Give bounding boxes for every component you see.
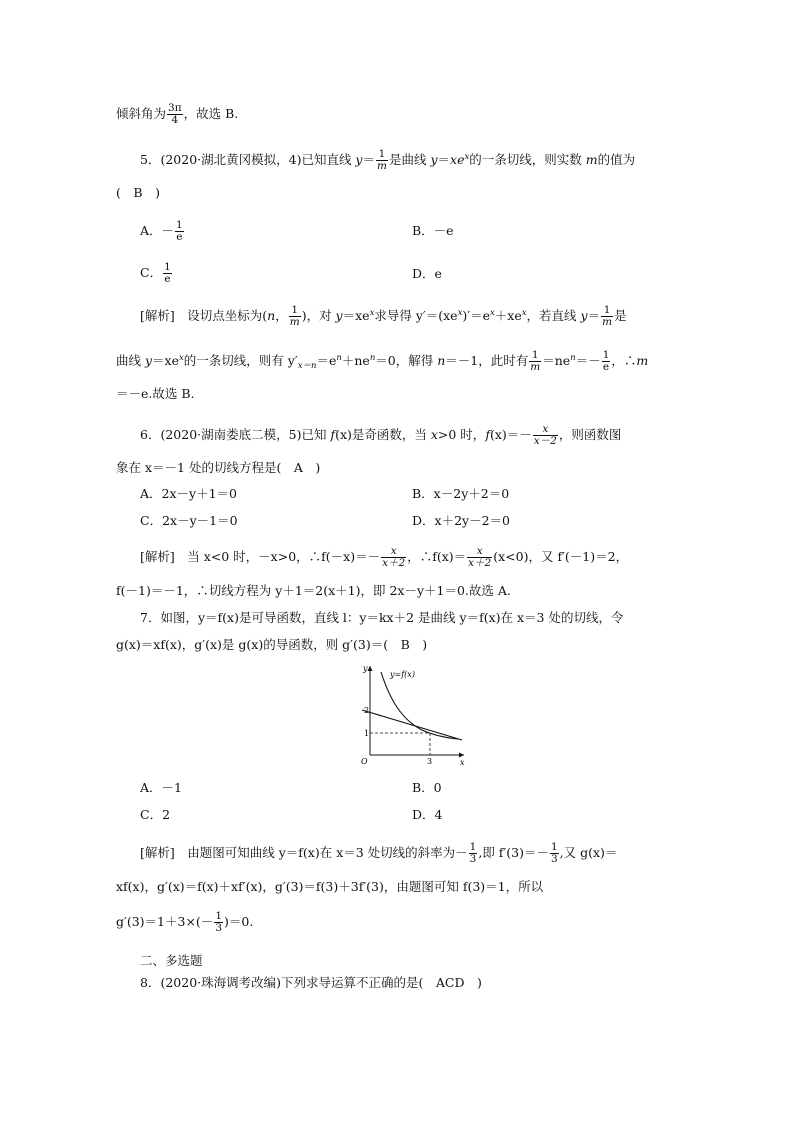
origin-label: O	[361, 757, 368, 766]
q8-stem: 8．(2020·珠海调考改编)下列求导运算不正确的是( ACD )	[140, 975, 482, 990]
fraction	[467, 546, 492, 569]
q5-text: 的一条切线，则实数	[469, 152, 586, 167]
fraction-numerator: 1	[602, 349, 610, 361]
sol-text: [解析] 由题图可知曲线 y＝f(x)在 x＝3 处切线的斜率为－	[140, 845, 468, 860]
superscript: n	[570, 353, 576, 363]
q7-solution-line1	[140, 842, 617, 865]
sol-text: 的一条切线，则有	[183, 353, 288, 368]
sol-text: (x<0)，又 f′(－1)＝2，	[493, 549, 629, 564]
sol-text: ＋xe	[494, 308, 522, 323]
intro-text-end: ，故选 B.	[183, 106, 239, 121]
sol-text: 是	[614, 308, 627, 323]
fraction-denominator: m	[530, 361, 541, 373]
q6-solution-line1	[140, 546, 628, 569]
y-axis-label: y	[363, 664, 368, 673]
q6-stem-line1	[140, 424, 621, 447]
var: y	[144, 353, 153, 368]
fraction-numerator: 3π	[168, 102, 182, 114]
section-heading: 二、多选题	[140, 953, 203, 968]
sol-text: ，	[275, 308, 288, 323]
curve-label: y=f(x)	[390, 670, 415, 679]
q5-option-d: D．e	[412, 266, 442, 281]
sol-text: ＝0，解得	[375, 353, 438, 368]
tick-label-1: 1	[364, 729, 370, 738]
q6-option-a: A．2x－y＋1＝0	[140, 486, 237, 501]
q6-option-b: B．x－2y＋2＝0	[412, 486, 510, 501]
fraction	[163, 262, 172, 285]
var: y	[580, 308, 588, 323]
fraction-denominator: e	[602, 361, 610, 373]
option-text: C．	[140, 265, 163, 280]
var: y	[430, 152, 438, 167]
q7-stem-line1: 7．如图，y＝f(x)是可导函数，直线 l：y＝kx＋2 是曲线 y＝f(x)在 x＝3 处的切线，令	[140, 610, 624, 625]
superscript: x	[490, 308, 495, 318]
q7-option-a: A．－1	[140, 780, 182, 795]
q7-option-c: C．2	[140, 807, 171, 822]
sol-text: ,即 f′(3)＝－	[478, 845, 549, 860]
fraction-numerator: 1	[469, 841, 477, 853]
fraction-numerator: 1	[529, 350, 541, 362]
q7-option-d: D．4	[412, 807, 443, 822]
fraction-denominator: m	[289, 316, 300, 328]
sol-text: )′＝e	[462, 308, 490, 323]
sol-text: ＝e	[316, 353, 337, 368]
fraction-denominator: 3	[469, 853, 477, 865]
fraction	[550, 842, 559, 865]
sol-text: g′(3)＝1＋3×(－	[116, 914, 214, 929]
intro-line	[116, 103, 238, 126]
q5-answer-line: ( B )	[116, 185, 160, 200]
q6-option-c: C．2x－y－1＝0	[140, 513, 238, 528]
fraction-numerator: x	[381, 546, 406, 558]
fraction	[376, 149, 388, 172]
var: m	[636, 353, 649, 368]
superscript: n	[369, 353, 376, 363]
superscript: n	[336, 353, 342, 363]
q7-stem-line2: g(x)＝xf(x)，g′(x)是 g(x)的导函数，则 g′(3)＝( B )	[116, 637, 428, 652]
q5-option-b: B．－e	[412, 223, 454, 238]
fraction	[602, 350, 611, 373]
sol-text: ＝ne	[542, 353, 571, 368]
fraction-numerator: 1	[289, 305, 301, 317]
sol-text: )，对	[301, 308, 336, 323]
q6-text: (x)是奇函数，当	[335, 427, 431, 442]
q5-text: ＝	[437, 152, 451, 167]
fraction	[529, 350, 541, 373]
q6-text: (x)＝－	[489, 427, 532, 442]
fraction-denominator: x＋2	[468, 557, 492, 569]
q7-function-graph	[340, 660, 470, 768]
sol-text: ＝xe	[342, 308, 370, 323]
var: x	[430, 427, 438, 442]
q7-option-b: B．0	[412, 780, 442, 795]
fraction-denominator: x＋2	[382, 557, 406, 569]
q6-solution-line2: f(－1)＝－1，∴切线方程为 y＋1＝2(x＋1)，即 2x－y＋1＝0.故选 A.	[116, 583, 511, 598]
fraction	[469, 842, 478, 865]
var: n	[267, 308, 276, 323]
q6-text: ，则函数图	[558, 427, 622, 442]
q5-solution-line2	[116, 349, 648, 375]
fraction-denominator: m	[377, 160, 387, 172]
sol-text: ＝－	[575, 353, 601, 368]
q6-option-d: D．x＋2y－2＝0	[412, 513, 510, 528]
var: m	[585, 152, 598, 167]
fraction-denominator: 4	[171, 114, 179, 126]
var: y	[355, 152, 363, 167]
fraction-numerator: 1	[215, 910, 222, 922]
fraction-numerator: 1	[164, 261, 171, 273]
q5-option-c	[140, 262, 173, 285]
tangent-line	[362, 710, 462, 740]
fraction-numerator: 1	[376, 149, 388, 161]
curve-fx	[381, 672, 458, 739]
fraction	[214, 911, 223, 934]
sol-text: ＋ne	[341, 353, 370, 368]
option-text: A．－	[140, 223, 175, 238]
var: xe	[450, 152, 465, 167]
q7-solution-line3	[116, 911, 253, 934]
sol-text: ，若直线	[526, 308, 581, 323]
fraction-denominator: e	[164, 273, 171, 285]
fraction	[381, 546, 406, 569]
sol-text: ,又 g(x)＝	[559, 845, 618, 860]
x-axis-arrow	[459, 753, 464, 758]
fraction-numerator: x	[533, 424, 558, 436]
sol-text: 曲线	[116, 353, 145, 368]
fraction-numerator: 1	[550, 841, 558, 853]
fraction	[601, 305, 613, 328]
superscript: x	[457, 308, 463, 318]
superscript: x	[369, 308, 375, 318]
sol-text: ＝xe	[152, 353, 179, 368]
intro-text: 倾斜角为	[116, 106, 167, 121]
sol-text: [解析] 当 x<0 时，－x>0，∴f(－x)＝－	[140, 549, 381, 564]
sol-text: ，∴f(x)＝	[407, 549, 467, 564]
sol-text: y′	[287, 353, 298, 368]
fraction-denominator: 3	[215, 922, 222, 934]
var: n	[437, 353, 446, 368]
q5-solution-line1	[140, 304, 627, 328]
y-axis-arrow	[368, 666, 373, 671]
sol-text: ，∴	[611, 353, 637, 368]
q7-solution-line2: xf(x)，g′(x)＝f(x)＋xf′(x)，g′(3)＝f(3)＋3f′(3)，由题图可知 f(3)＝1，所以	[116, 879, 544, 894]
var: f	[330, 427, 336, 442]
q5-text: ＝	[362, 152, 375, 167]
tick-label-3: 3	[427, 757, 433, 766]
superscript: x	[179, 353, 184, 363]
q5-stem-line1	[140, 148, 635, 172]
q6-stem-line2: 象在 x＝－1 处的切线方程是( A )	[116, 460, 321, 475]
var: y	[335, 308, 343, 323]
fraction-denominator: x－2	[533, 435, 557, 447]
fraction-numerator: 1	[601, 305, 613, 317]
fraction	[167, 103, 183, 126]
q5-text: 的值为	[597, 152, 636, 167]
subscript: x＝n	[297, 361, 317, 371]
fraction-numerator: x	[467, 546, 492, 558]
q6-text: >0 时，	[437, 427, 486, 442]
tick-label-2: 2	[364, 706, 370, 715]
q5-solution-line3: ＝－e.故选 B.	[116, 386, 195, 401]
sol-text: ＝－1，此时有	[445, 353, 529, 368]
var: f	[485, 427, 490, 442]
sol-text: ＝	[587, 308, 601, 323]
sol-text: [解析] 设切点坐标为(	[140, 308, 268, 323]
fraction	[175, 220, 184, 243]
q6-text: 6．(2020·湖南娄底二模，5)已知	[140, 427, 331, 442]
sol-text: 求导得	[374, 308, 416, 323]
fraction	[533, 424, 558, 447]
q5-option-a	[140, 220, 185, 243]
x-axis-label: x	[460, 758, 465, 767]
sol-text: )＝0.	[224, 914, 254, 929]
fraction	[289, 305, 301, 328]
sol-text: y′＝(xe	[415, 308, 458, 323]
superscript: x	[464, 152, 470, 162]
fraction-denominator: 3	[550, 853, 558, 865]
superscript: x	[521, 308, 527, 318]
fraction-numerator: 1	[176, 219, 183, 231]
fraction-denominator: e	[176, 231, 183, 243]
fraction-denominator: m	[602, 316, 613, 328]
q5-text: 5．(2020·湖北黄冈模拟，4)已知直线	[140, 152, 356, 167]
q5-text: 是曲线	[388, 152, 431, 167]
